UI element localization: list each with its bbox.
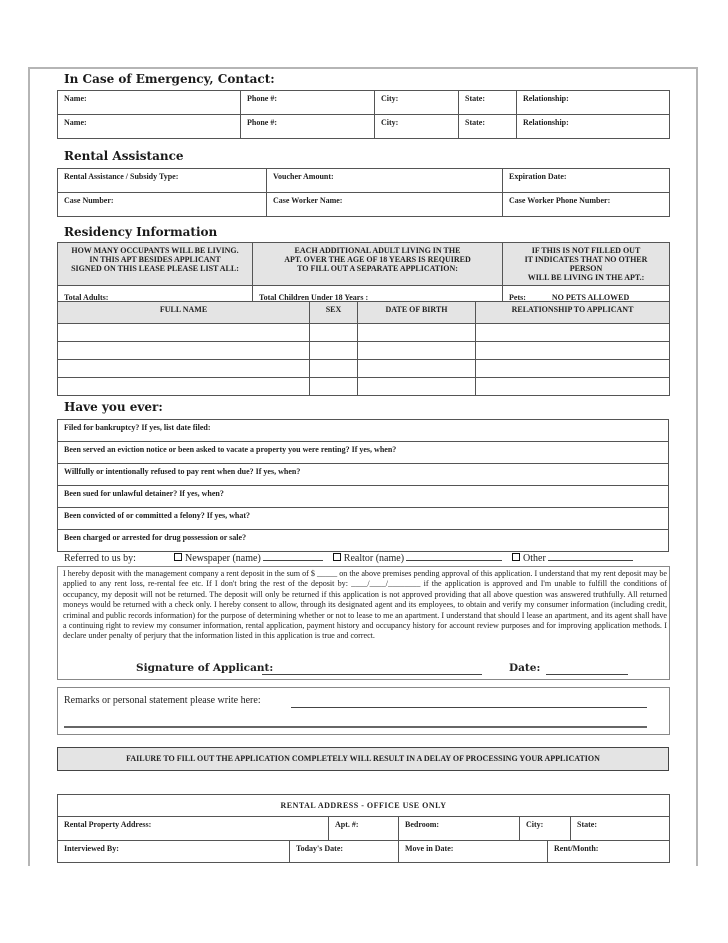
other-option-label: Other (523, 553, 546, 564)
dob-cell[interactable] (358, 360, 476, 378)
total-children-field[interactable]: Total Children Under 18 Years : (253, 286, 503, 310)
emergency-state-field[interactable]: State: (459, 115, 517, 139)
emergency-city-field[interactable]: City: (375, 91, 459, 115)
signature-label: Signature of Applicant: (136, 662, 274, 674)
rent-per-month-field[interactable]: Rent/Month: (548, 841, 670, 863)
emergency-phone-field[interactable]: Phone #: (241, 91, 375, 115)
remarks-line-2[interactable] (64, 726, 647, 728)
newspaper-name-field[interactable] (263, 550, 323, 561)
referral-line (64, 550, 664, 564)
relationship-cell[interactable] (476, 324, 670, 342)
emergency-phone-field[interactable]: Phone #: (241, 115, 375, 139)
pets-value: NO PETS ALLOWED (551, 293, 630, 302)
no-other-person-note (503, 243, 670, 286)
relationship-cell[interactable] (476, 360, 670, 378)
question-eviction[interactable]: Been served an eviction notice or been asked to vacate a property you were renting? If yes, when? (58, 442, 669, 464)
relationship-cell[interactable] (476, 342, 670, 360)
remarks-label: Remarks or personal statement please write here: (64, 695, 261, 706)
emergency-relationship-field[interactable]: Relationship: (517, 115, 670, 139)
section-title-emergency: In Case of Emergency, Contact: (64, 72, 275, 86)
other-checkbox[interactable] (512, 553, 520, 561)
pets-label: Pets: (509, 293, 526, 302)
bedroom-field[interactable]: Bedroom: (399, 817, 520, 841)
question-felony[interactable]: Been convicted of or committed a felony? If yes, what? (58, 508, 669, 530)
column-header-full-name: FULL NAME (58, 302, 310, 324)
column-header-sex: SEX (310, 302, 358, 324)
todays-date-field[interactable]: Today's Date: (290, 841, 399, 863)
full-name-cell[interactable] (58, 324, 310, 342)
emergency-row (58, 91, 670, 115)
office-use-title: RENTAL ADDRESS - OFFICE USE ONLY (58, 795, 670, 817)
note-line: IF THIS IS NOT FILLED OUT (531, 246, 641, 255)
table-row (58, 324, 670, 342)
question-row (58, 508, 669, 530)
question-unlawful-detainer[interactable]: Been sued for unlawful detainer? If yes, when? (58, 486, 669, 508)
case-number-field[interactable]: Case Number: (58, 193, 267, 217)
section-title-rental-assistance: Rental Assistance (64, 149, 184, 163)
question-bankruptcy[interactable]: Filed for bankruptcy? If yes, list date filed: (58, 420, 669, 442)
interviewed-by-field[interactable]: Interviewed By: (58, 841, 290, 863)
sex-cell[interactable] (310, 342, 358, 360)
page-bottom-whitespace (0, 866, 728, 943)
rental-property-address-field[interactable]: Rental Property Address: (58, 817, 329, 841)
relationship-cell[interactable] (476, 378, 670, 396)
note-line: IN THIS APT BESIDES APPLICANT (89, 255, 221, 264)
rental-assistance-table (57, 168, 670, 217)
occupants-table (57, 301, 670, 396)
note-line: WILL BE LIVING IN THE APT.: (527, 273, 645, 282)
sex-cell[interactable] (310, 378, 358, 396)
question-row (58, 464, 669, 486)
adult-application-note (253, 243, 503, 286)
office-use-table (57, 794, 670, 863)
section-title-have-you-ever: Have you ever: (64, 400, 163, 414)
realtor-option-label: Realtor (name) (343, 553, 405, 564)
referral-label: Referred to us by: (64, 553, 136, 564)
question-refused-rent[interactable]: Willfully or intentionally refused to pay rent when due? If yes, when? (58, 464, 669, 486)
note-line: EACH ADDITIONAL ADULT LIVING IN THE (294, 246, 461, 255)
full-name-cell[interactable] (58, 360, 310, 378)
dob-cell[interactable] (358, 378, 476, 396)
history-questions-table (57, 419, 669, 552)
note-line: TO FILL OUT A SEPARATE APPLICATION: (297, 264, 458, 273)
expiration-date-field[interactable]: Expiration Date: (503, 169, 670, 193)
agreement-text: I hereby deposit with the management company a rent deposit in the sum of $ _____ on the above premises pending approval of this application. I understand that my rent deposit may be applied to any rent loss, re-rental fee etc. If I don't bring the rest of the deposit by: ____/____/________ if the application is approved and I'm unable to fulfill the conditions of occupancy, my deposit will not be returned. The deposit will only be returned if this application is not approved providing that all above question was answered truthfully. All returned moneys would be returned with a check only. I hereby consent to allow, through its designated agent and its employees, to obtain and verify my consumer information (including credit, criminal and public records information) for the purpose of determining whether or not to lease to me an apartment. I understand that should I lease an apartment, and its agent shall have a continuing right to review my consumer information, rental application, payment history and occupancy history for account review purposes and for improving application methods. I declare under penalty of perjury that the information listed in this application is true and correct. (63, 569, 667, 641)
emergency-city-field[interactable]: City: (375, 115, 459, 139)
total-adults-field[interactable]: Total Adults: (58, 286, 253, 310)
emergency-name-field[interactable]: Name: (58, 91, 241, 115)
signature-date-field[interactable] (546, 674, 628, 675)
dob-cell[interactable] (358, 342, 476, 360)
note-line: HOW MANY OCCUPANTS WILL BE LIVING. (71, 246, 239, 255)
move-in-date-field[interactable]: Move in Date: (399, 841, 548, 863)
voucher-amount-field[interactable]: Voucher Amount: (267, 169, 503, 193)
sex-cell[interactable] (310, 324, 358, 342)
emergency-relationship-field[interactable]: Relationship: (517, 91, 670, 115)
emergency-table (57, 90, 670, 139)
question-drug-charge[interactable]: Been charged or arrested for drug possession or sale? (58, 530, 669, 552)
occupants-header-row (58, 302, 670, 324)
note-line: IT INDICATES THAT NO OTHER PERSON (524, 255, 648, 273)
office-city-field[interactable]: City: (520, 817, 571, 841)
occupants-note (58, 243, 253, 286)
column-header-date-of-birth: DATE OF BIRTH (358, 302, 476, 324)
incomplete-application-notice: FAILURE TO FILL OUT THE APPLICATION COMPLETELY WILL RESULT IN A DELAY OF PROCESSING YOUR APPLICATION (57, 747, 669, 771)
newspaper-option-label: Newspaper (name) (185, 553, 261, 564)
question-row (58, 486, 669, 508)
case-worker-name-field[interactable]: Case Worker Name: (267, 193, 503, 217)
column-header-relationship: RELATIONSHIP TO APPLICANT (476, 302, 670, 324)
question-row (58, 442, 669, 464)
emergency-row (58, 115, 670, 139)
question-row (58, 420, 669, 442)
dob-cell[interactable] (358, 324, 476, 342)
table-row (58, 378, 670, 396)
sex-cell[interactable] (310, 360, 358, 378)
remarks-line-1[interactable] (291, 707, 647, 708)
table-row (58, 342, 670, 360)
residency-table (57, 242, 670, 310)
date-label: Date: (509, 662, 541, 674)
emergency-state-field[interactable]: State: (459, 91, 517, 115)
realtor-checkbox[interactable] (333, 553, 341, 561)
question-row (58, 530, 669, 552)
realtor-name-field[interactable] (406, 550, 502, 561)
note-line: APT. OVER THE AGE OF 18 YEARS IS REQUIRED (284, 255, 471, 264)
table-row (58, 360, 670, 378)
subsidy-type-field[interactable]: Rental Assistance / Subsidy Type: (58, 169, 267, 193)
signature-field[interactable] (262, 674, 482, 675)
case-worker-phone-field[interactable]: Case Worker Phone Number: (503, 193, 670, 217)
office-state-field[interactable]: State: (571, 817, 670, 841)
full-name-cell[interactable] (58, 378, 310, 396)
note-line: SIGNED ON THIS LEASE PLEASE LIST ALL: (71, 264, 239, 273)
section-title-residency: Residency Information (64, 225, 218, 239)
emergency-name-field[interactable]: Name: (58, 115, 241, 139)
other-field[interactable] (548, 550, 633, 561)
apt-number-field[interactable]: Apt. #: (329, 817, 399, 841)
full-name-cell[interactable] (58, 342, 310, 360)
newspaper-checkbox[interactable] (174, 553, 182, 561)
